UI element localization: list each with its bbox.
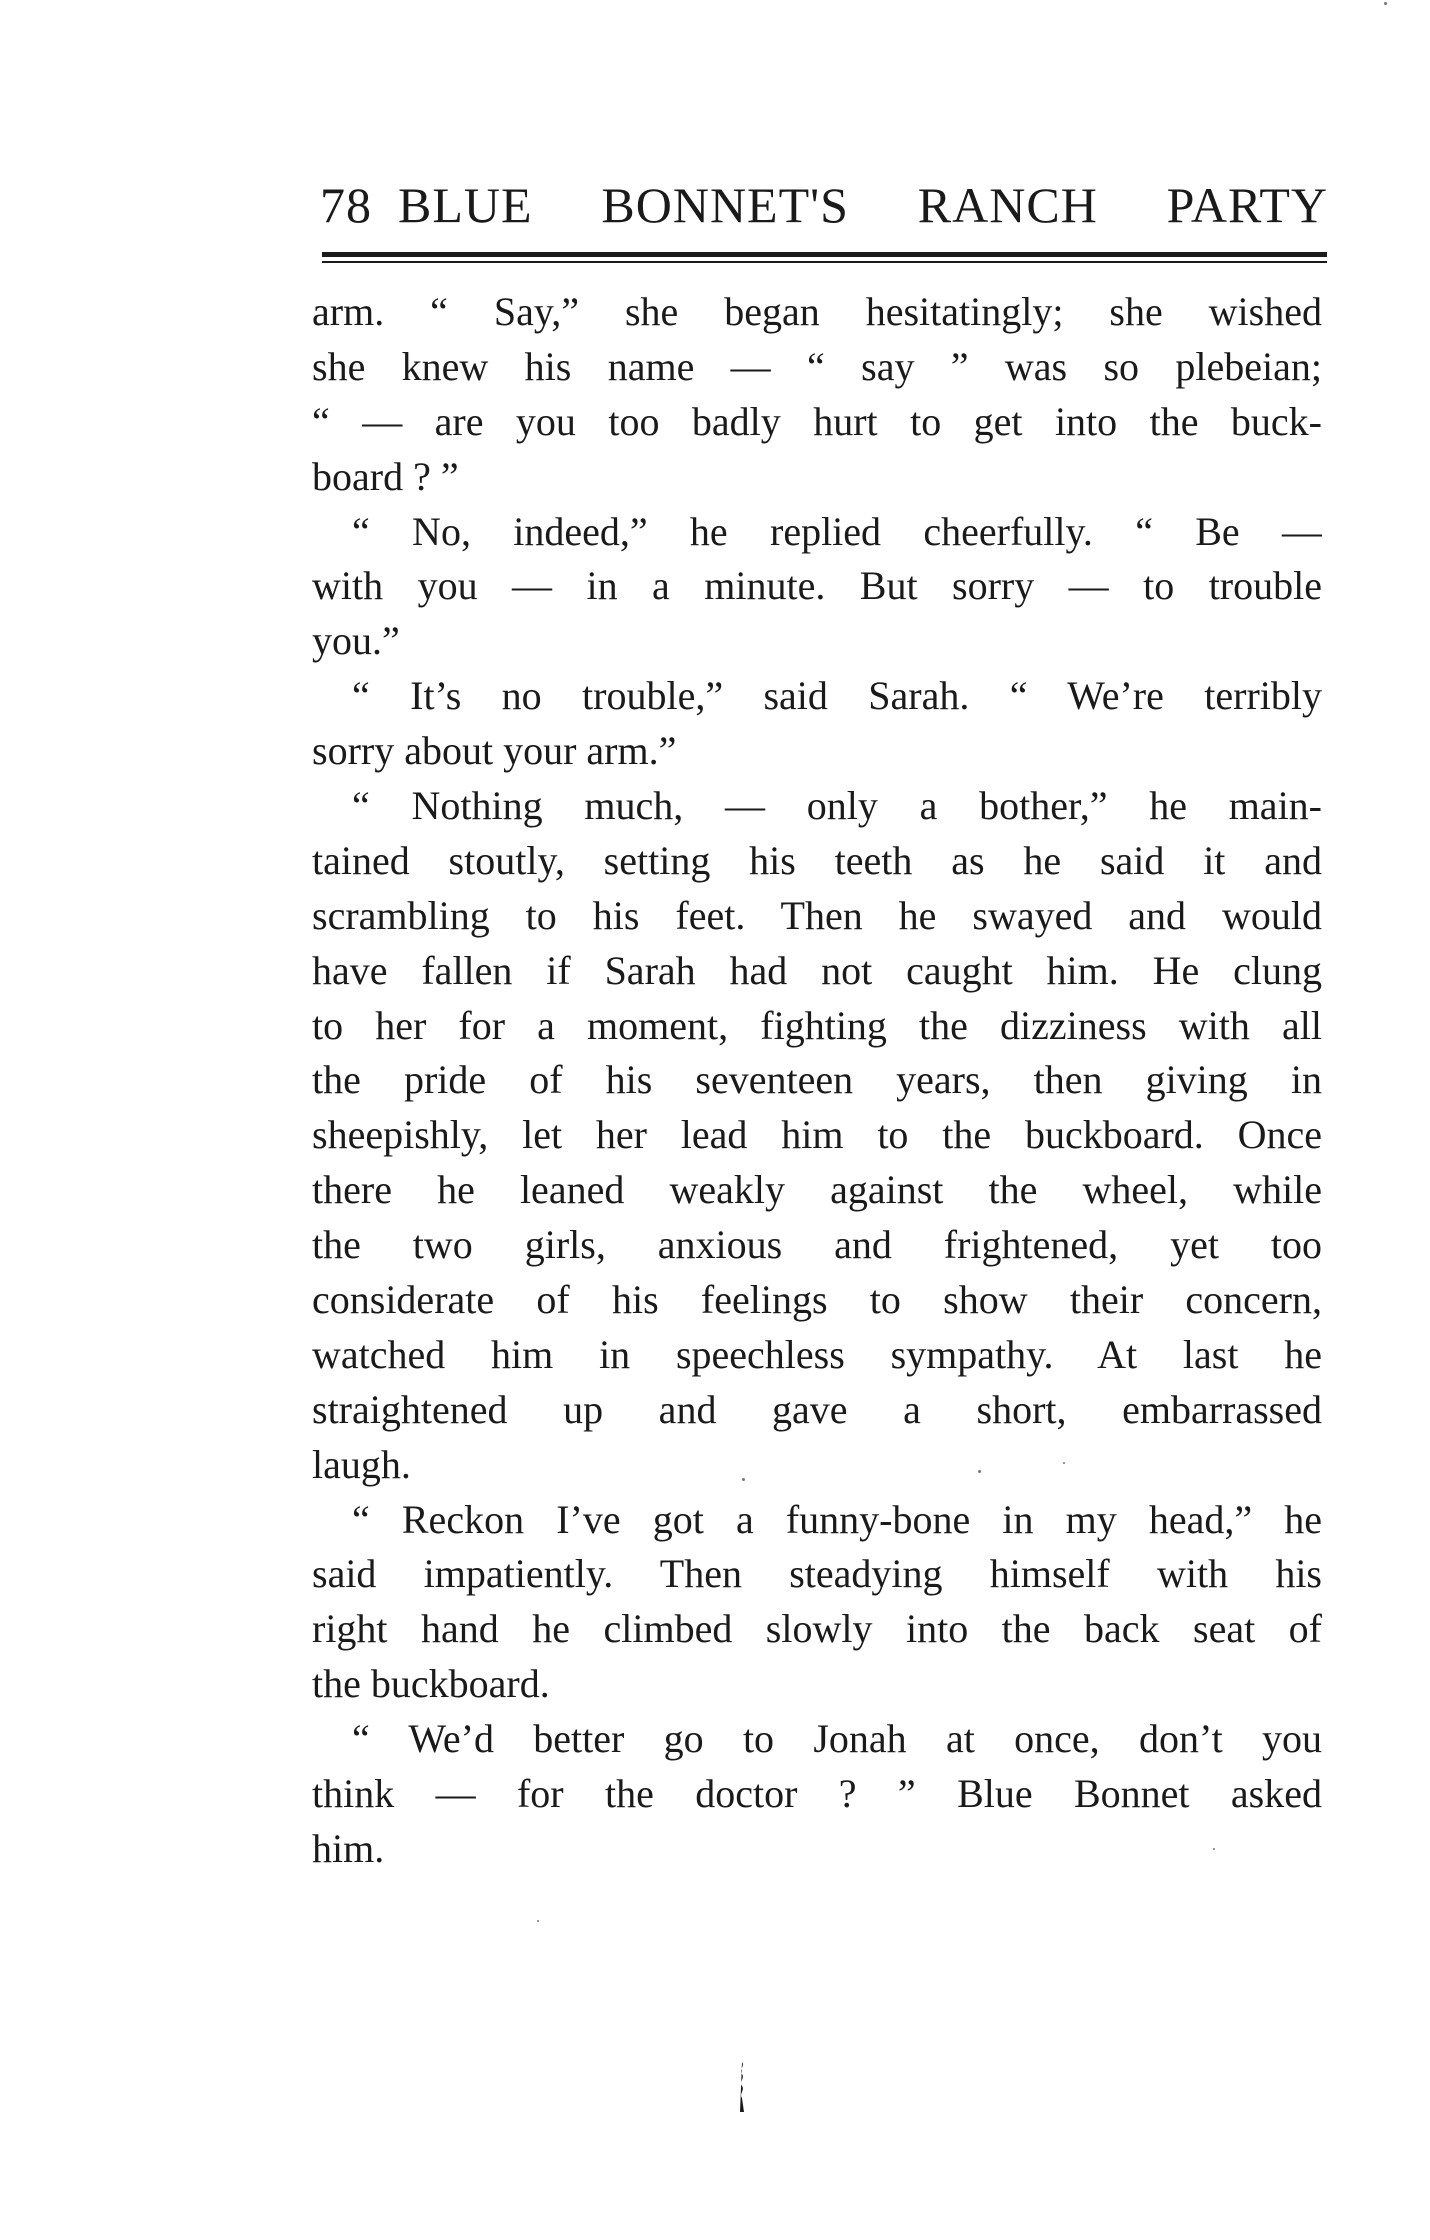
text-line: board ? ” [312,453,459,499]
text-line: the pride of his seventeen years, then giving in [312,1057,1322,1103]
text-line: sorry about your arm.” [312,728,677,774]
text-line: laugh. [312,1441,411,1487]
printer-ornament-icon [735,2060,749,2116]
paper-speck [742,1478,745,1481]
text-line: sheepishly, let her lead him to the buckboard. Once [312,1112,1322,1158]
text-line: the two girls, anxious and frightened, yet too [312,1222,1322,1268]
text-line: think — for the doctor ? ” Blue Bonnet asked [312,1771,1322,1817]
text-line: tained stoutly, setting his teeth as he said it and [312,837,1322,883]
running-header [320,176,1328,238]
paper-speck [1384,2,1387,5]
text-line: scrambling to his feet. Then he swayed and would [312,892,1322,938]
text-line: the buckboard. [312,1661,550,1707]
text-line: “ Nothing much, — only a bother,” he main- [352,783,1322,829]
text-line: there he leaned weakly against the wheel, while [312,1167,1322,1213]
body-text [312,285,1322,1877]
text-line: to her for a moment, fighting the dizziness with all [312,1002,1322,1048]
text-line: with you — in a minute. But sorry — to trouble [312,563,1322,609]
text-line: him. [312,1825,385,1871]
header-rule-thin [322,261,1327,263]
text-line: said impatiently. Then steadying himself with his [312,1551,1322,1597]
text-line: “ — are you too badly hurt to get into the buck- [312,398,1322,444]
text-line: have fallen if Sarah had not caught him. He clung [312,947,1322,993]
text-line: considerate of his feelings to show their concern, [312,1277,1322,1323]
text-line: straightened up and gave a short, embarrassed [312,1386,1322,1432]
text-line: arm. “ Say,” she began hesitatingly; she wished [312,289,1322,334]
page-number: 78 [320,177,372,233]
text-line: “ It’s no trouble,” said Sarah. “ We’re terribly [352,673,1322,719]
text-line: “ Reckon I’ve got a funny-bone in my head,” he [352,1496,1322,1542]
running-title: BLUE BONNET'S RANCH PARTY [398,177,1328,233]
header-rule-thick [322,252,1327,257]
text-line: watched him in speechless sympathy. At last he [312,1331,1322,1377]
paper-speck [537,1920,539,1922]
text-line: she knew his name — “ say ” was so plebeian; [312,343,1322,389]
paper-speck [1063,1462,1065,1464]
paper-speck [978,1470,981,1473]
text-line: “ We’d better go to Jonah at once, don’t you [352,1716,1322,1762]
text-line: “ No, indeed,” he replied cheerfully. “ Be — [352,508,1322,554]
text-line: right hand he climbed slowly into the back seat of [312,1606,1322,1652]
paper-speck [1213,1848,1215,1850]
text-line: you.” [312,618,400,664]
